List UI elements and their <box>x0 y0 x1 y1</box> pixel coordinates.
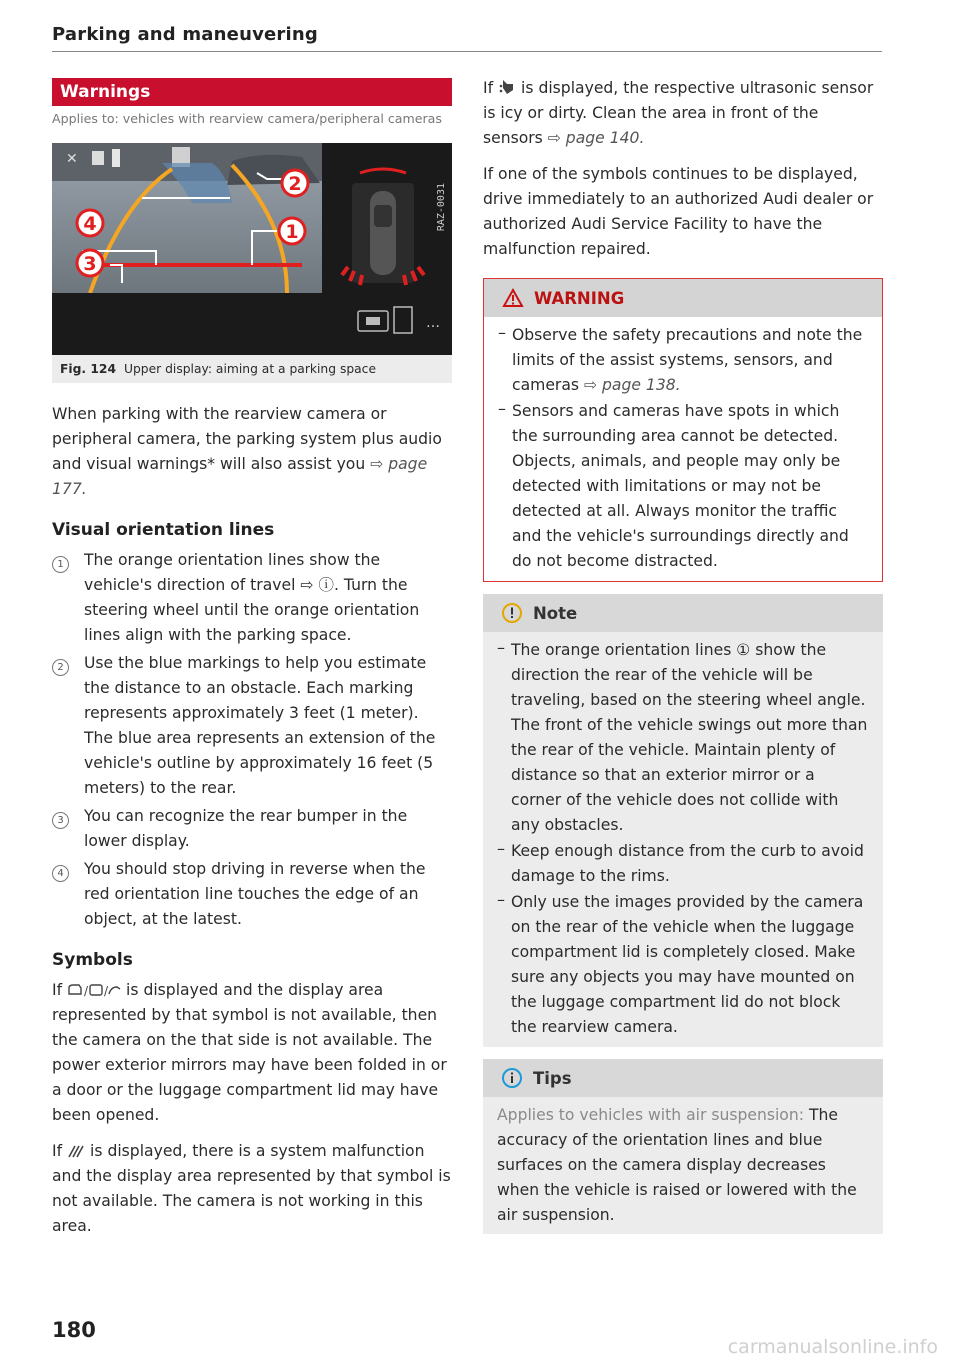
left-column <box>52 78 452 1239</box>
camera-display-illustration <box>52 143 452 355</box>
tips-body <box>483 1097 883 1234</box>
header-divider <box>52 51 882 52</box>
sensor-page-ref[interactable]: ⇨ page 140. <box>547 129 645 147</box>
sensor-dirty-icon <box>498 78 516 96</box>
sensor-paragraph <box>483 76 883 151</box>
symbols-paragraph-2 <box>52 1139 452 1239</box>
symbols-text-1: is displayed and the display area represented by that symbol is not available, then the camera on the that side is not available. The power exterior mirrors may have been folded in or a door or the luggage compartment lid may have been opened. <box>52 981 447 1124</box>
list-item: – The orange orientation lines ① show the direction the rear of the vehicle will be traveling, based on the steering wheel angle. The front of the vehicle swings out more than the rear of the vehicle. Maintain plenty of distance so that an exterior mirror or a corner of the vehicle does not collide with any obstacles. <box>497 638 869 838</box>
warning-text: Sensors and cameras have spots in which the surrounding area cannot be detected. Objects, animals, and people may only be detected with limitations or may not be detected at all. Always monitor the traffic and the vehicle's surroundings directly and do not become distracted. <box>512 402 849 570</box>
warning-box <box>483 278 883 582</box>
note-text: The orange orientation lines ① show the direction the rear of the vehicle will be traveling, based on the steering wheel angle. The front of the vehicle swings out more than the rear of the vehicle. Maintain plenty of distance so that an exterior mirror or a corner of the vehicle does not collide with any obstacles. <box>511 641 868 834</box>
note-box <box>483 594 883 1047</box>
page-header: Parking and maneuvering <box>52 24 318 45</box>
callout-2: 2 <box>288 173 302 195</box>
sensor-text: is displayed, the respective ultrasonic sensor is icy or dirty. Clean the area in front of the sensors <box>483 79 874 147</box>
note-text: Keep enough distance from the curb to avoid damage to the rims. <box>511 842 864 885</box>
if-word: If <box>52 981 63 999</box>
section-title: Warnings <box>52 78 452 106</box>
warning-page-ref[interactable]: ⇨ page 138. <box>583 376 681 394</box>
system-malfunction-icon <box>67 1143 85 1159</box>
item-text: Use the blue markings to help you estimate the distance to an obstacle. Each marking represents approximately 3 feet (1 meter). The blue area represents an extension of the vehicle's outline by approximately 16 feet (5 meters) to the rear. <box>84 654 436 797</box>
close-icon[interactable]: ✕ <box>66 151 78 167</box>
intro-text: When parking with the rearview camera or peripheral camera, the parking system plus audio and visual warnings* will also assist you <box>52 405 442 473</box>
figure-caption-text: Upper display: aiming at a parking space <box>123 362 377 376</box>
symbols-text-2: is displayed, there is a system malfunction and the display area represented by that symbol is not available. The camera is not working in this area. <box>52 1142 451 1235</box>
right-column <box>483 76 883 1234</box>
list-item: – Only use the images provided by the camera on the rear of the vehicle when the luggage compartment lid is completely closed. Make sure any objects you may have mounted on the luggage compartment lid do not block the rearview camera. <box>497 890 869 1040</box>
note-text: Only use the images provided by the camera on the rear of the vehicle when the luggage compartment lid is completely closed. Make sure any objects you may have mounted on the luggage compartment lid do not block the rearview camera. <box>511 893 864 1036</box>
list-item: – Sensors and cameras have spots in which the surrounding area cannot be detected. Objects, animals, and people may only be detected with limitations or may not be detected at all. Always monitor the traffic and the vehicle's surroundings directly and do not become distracted. <box>498 399 868 574</box>
tips-applies: Applies to vehicles with air suspension: <box>497 1106 804 1124</box>
watermark: carmanualsonline.info <box>727 1336 938 1358</box>
svg-text:/: / <box>104 984 109 998</box>
note-icon <box>501 602 523 624</box>
figure-code: RAZ-0031 <box>436 183 447 232</box>
warning-triangle-icon <box>502 288 524 308</box>
camera-figure <box>52 143 452 355</box>
item-number: 4 <box>52 865 69 882</box>
visual-heading: Visual orientation lines <box>52 520 275 540</box>
more-icon[interactable]: … <box>426 315 440 331</box>
tips-title: Tips <box>533 1068 572 1088</box>
callout-1: 1 <box>285 221 299 243</box>
callout-4: 4 <box>83 213 97 235</box>
camera-unavailable-icons <box>67 982 121 998</box>
item-text: The orange orientation lines show the vehicle's direction of travel ⇨ ⓘ. Turn the steering wheel until the orange orientation lines align with the parking space. <box>84 551 420 644</box>
if-word: If <box>483 79 494 97</box>
item-text: You should stop driving in reverse when the red orientation line touches the edge of an object, at the latest. <box>84 860 426 928</box>
tips-box <box>483 1059 883 1234</box>
note-title: Note <box>533 603 578 623</box>
warning-title: WARNING <box>534 288 625 308</box>
warning-text: Observe the safety precautions and note the limits of the assist systems, sensors, and cameras <box>512 326 863 394</box>
applies-to: Applies to: vehicles with rearview camera/peripheral cameras <box>52 111 442 126</box>
note-body <box>483 632 883 1047</box>
list-item: – Keep enough distance from the curb to avoid damage to the rims. <box>497 839 869 889</box>
symbols-paragraph-1 <box>52 978 452 1128</box>
figure-label: Fig. 124 <box>60 362 117 376</box>
dealer-paragraph: If one of the symbols continues to be displayed, drive immediately to an authorized Audi dealer or authorized Audi Service Facility to have the malfunction repaired. <box>483 165 874 258</box>
intro-paragraph <box>52 402 452 502</box>
symbols-heading: Symbols <box>52 950 133 970</box>
info-icon <box>501 1067 523 1089</box>
svg-text:/: / <box>84 984 89 998</box>
tips-header <box>483 1059 883 1097</box>
list-item: – Observe the safety precautions and note the limits of the assist systems, sensors, and cameras ⇨ page 138. <box>498 323 863 394</box>
list-item <box>52 651 452 801</box>
intro-page-ref[interactable]: ⇨ page 177. <box>52 455 428 498</box>
warning-header <box>484 279 882 317</box>
item-number: 1 <box>52 556 69 573</box>
page-number: 180 <box>52 1318 96 1342</box>
item-number: 2 <box>52 659 69 676</box>
tips-text: The accuracy of the orientation lines and blue surfaces on the camera display decreases when the vehicle is raised or lowered with the air suspension. <box>497 1106 857 1224</box>
callout-3: 3 <box>83 253 97 275</box>
warning-body <box>484 317 882 581</box>
list-item <box>52 804 452 854</box>
note-header <box>483 594 883 632</box>
item-text: You can recognize the rear bumper in the lower display. <box>84 807 408 850</box>
figure-caption <box>52 355 452 383</box>
list-item <box>52 548 452 648</box>
item-number: 3 <box>52 812 69 829</box>
if-word: If <box>52 1142 63 1160</box>
list-item <box>52 857 452 932</box>
